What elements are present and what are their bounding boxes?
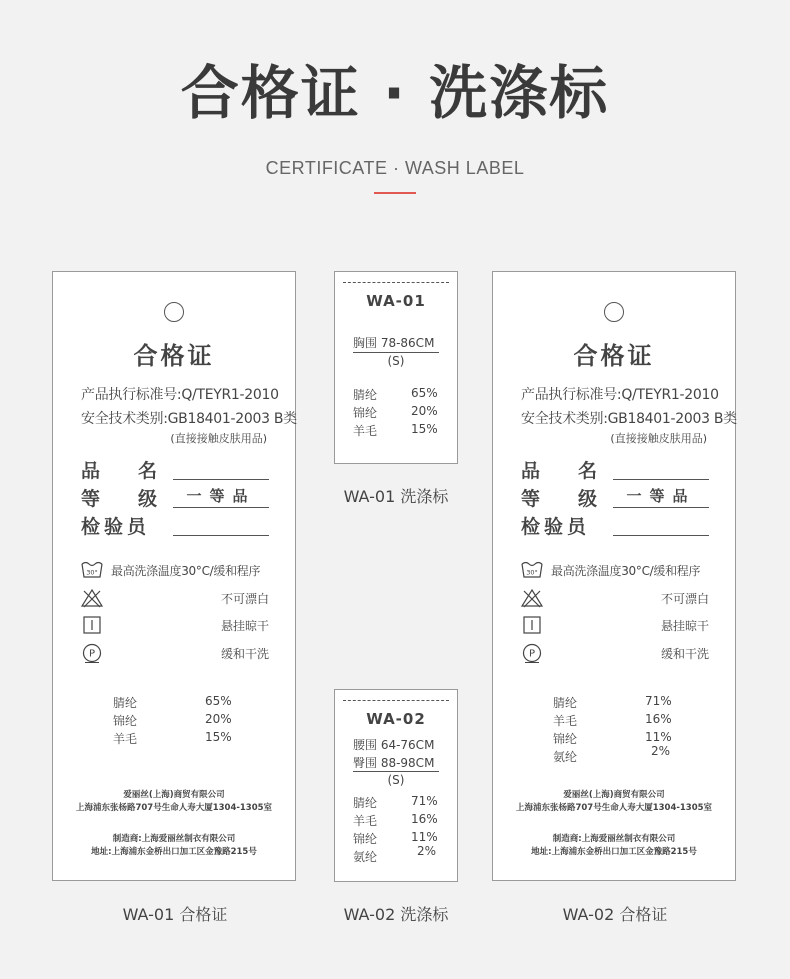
field-label: 检验员 [521,516,591,538]
fiber-name: 羊毛 [353,814,378,828]
fiber-percent: 20% [411,404,438,418]
wash-label-wa02 [334,689,458,882]
size-label: (S) [387,354,405,368]
care-text: 不可漂白 [660,592,709,606]
fiber-name: 羊毛 [553,714,578,728]
fiber-name: 锦纶 [353,832,378,846]
composition-row [353,386,445,404]
composition-row [353,812,445,830]
safety-category: 安全技术类别:GB18401-2003 B类 [81,411,297,427]
fiber-name: 氨纶 [353,850,378,864]
composition-row [353,844,445,866]
field-grade [81,484,269,510]
size-waist: 腰围 64-76CM [353,738,435,752]
care-text: 最高洗涤温度30°C/缓和程序 [111,564,261,578]
hang-hole [604,302,624,322]
care-dry [81,615,269,635]
field-label: 品 名 [81,460,158,482]
fiber-percent: 16% [411,812,438,826]
field-line [613,535,709,536]
hang-dry-icon [521,615,543,635]
field-label: 等 级 [81,488,158,510]
field-value: 一等品 [626,487,696,505]
wash-code: WA-01 [366,292,426,310]
company-name: 爱丽丝(上海)商贸有限公司 [563,790,665,800]
field-inspector [521,512,709,538]
fiber-name: 氨纶 [553,750,578,764]
field-grade [521,484,709,510]
caption-wa01-wash: WA-01 洗涤标 [343,487,449,506]
hang-hole [164,302,184,322]
no-bleach-icon [81,588,103,608]
care-text: 缓和干洗 [220,647,269,661]
size-hip: 臀围 88-98CM [353,756,435,770]
page-title: 合格证 · 洗涤标 [180,59,610,127]
fiber-percent: 65% [411,386,438,400]
svg-text:30°: 30° [86,568,98,577]
composition-list [553,694,683,766]
cert-title: 合格证 [133,342,215,370]
svg-text:30°: 30° [526,568,538,577]
field-line [613,507,709,508]
fiber-name: 羊毛 [353,424,378,438]
care-bleach [521,588,709,608]
fiber-percent: 15% [205,730,232,744]
fiber-percent: 2% [417,844,437,858]
cert-title: 合格证 [573,342,655,370]
manufacturer-address: 地址:上海浦东金桥出口加工区金豫路215号 [91,847,257,857]
fiber-percent: 11% [411,830,438,844]
manufacturer: 制造商:上海爱丽丝制衣有限公司 [112,834,236,844]
care-bleach [81,588,269,608]
no-bleach-icon [521,588,543,608]
composition-row [553,694,683,712]
field-label: 等 级 [521,488,598,510]
field-label: 品 名 [521,460,598,482]
care-dry [521,615,709,635]
fiber-name: 锦纶 [353,406,378,420]
caption-wa02-cert: WA-02 合格证 [562,905,668,924]
size-rule [353,771,439,772]
composition-list [353,386,445,440]
certificate-tag-wa02 [492,271,736,881]
hang-dry-icon [81,615,103,635]
wash-label-wa01 [334,271,458,464]
fiber-percent: 20% [205,712,232,726]
care-dryclean [81,643,269,663]
fiber-name: 腈纶 [353,388,378,402]
svg-text:P: P [88,648,96,660]
size-label: (S) [387,773,405,787]
care-text: 悬挂晾干 [660,619,709,633]
composition-row [553,744,683,766]
company-address: 上海浦东张杨路707号生命人寿大厦1304-1305室 [515,803,713,813]
wash-30-icon [521,560,543,580]
fiber-percent: 11% [645,730,672,744]
dry-clean-p-icon [81,643,103,663]
dashed-line [343,700,449,701]
composition-row [353,794,445,812]
safety-category: 安全技术类别:GB18401-2003 B类 [521,411,737,427]
field-inspector [81,512,269,538]
field-label: 检验员 [81,516,151,538]
manufacturer-address: 地址:上海浦东金桥出口加工区金豫路215号 [531,847,697,857]
standard-number: 产品执行标准号:Q/TEYR1-2010 [521,387,719,403]
care-dryclean [521,643,709,663]
size-rule [353,352,439,353]
fiber-percent: 71% [645,694,672,708]
fiber-name: 锦纶 [553,732,578,746]
standard-note: (直接接触皮肤用品) [170,432,267,445]
composition-row [113,730,243,748]
fiber-name: 羊毛 [113,732,138,746]
composition-row [113,712,243,730]
composition-list [113,694,243,748]
field-line [173,535,269,536]
fiber-name: 腈纶 [113,696,138,710]
fiber-percent: 65% [205,694,232,708]
caption-wa02-wash: WA-02 洗涤标 [343,905,449,924]
fiber-name: 腈纶 [553,696,578,710]
care-wash [521,560,709,580]
caption-wa01-cert: WA-01 合格证 [122,905,228,924]
care-text: 悬挂晾干 [220,619,269,633]
manufacturer: 制造商:上海爱丽丝制衣有限公司 [552,834,676,844]
fiber-percent: 16% [645,712,672,726]
fiber-name: 锦纶 [113,714,138,728]
standard-number: 产品执行标准号:Q/TEYR1-2010 [81,387,279,403]
field-product-name [521,456,709,482]
fiber-percent: 15% [411,422,438,436]
dashed-line [343,282,449,283]
care-wash [81,560,269,580]
care-text: 最高洗涤温度30°C/缓和程序 [551,564,701,578]
field-product-name [81,456,269,482]
page-subtitle: CERTIFICATE · WASH LABEL [265,158,525,178]
composition-row [353,404,445,422]
care-text: 缓和干洗 [660,647,709,661]
composition-row [113,694,243,712]
dry-clean-p-icon [521,643,543,663]
wash-code: WA-02 [366,710,426,728]
company-name: 爱丽丝(上海)商贸有限公司 [123,790,225,800]
field-line [613,479,709,480]
fiber-name: 腈纶 [353,796,378,810]
company-address: 上海浦东张杨路707号生命人寿大厦1304-1305室 [75,803,273,813]
field-value: 一等品 [186,487,256,505]
field-line [173,479,269,480]
composition-list [353,794,445,866]
standard-note: (直接接触皮肤用品) [610,432,707,445]
fiber-percent: 2% [651,744,671,758]
title-divider [374,192,416,194]
field-line [173,507,269,508]
wash-30-icon [81,560,103,580]
composition-row [353,422,445,440]
size-chest: 胸围 78-86CM [353,336,435,350]
certificate-tag-wa01 [52,271,296,881]
fiber-percent: 71% [411,794,438,808]
care-text: 不可漂白 [220,592,269,606]
composition-row [553,712,683,730]
svg-text:P: P [528,648,536,660]
